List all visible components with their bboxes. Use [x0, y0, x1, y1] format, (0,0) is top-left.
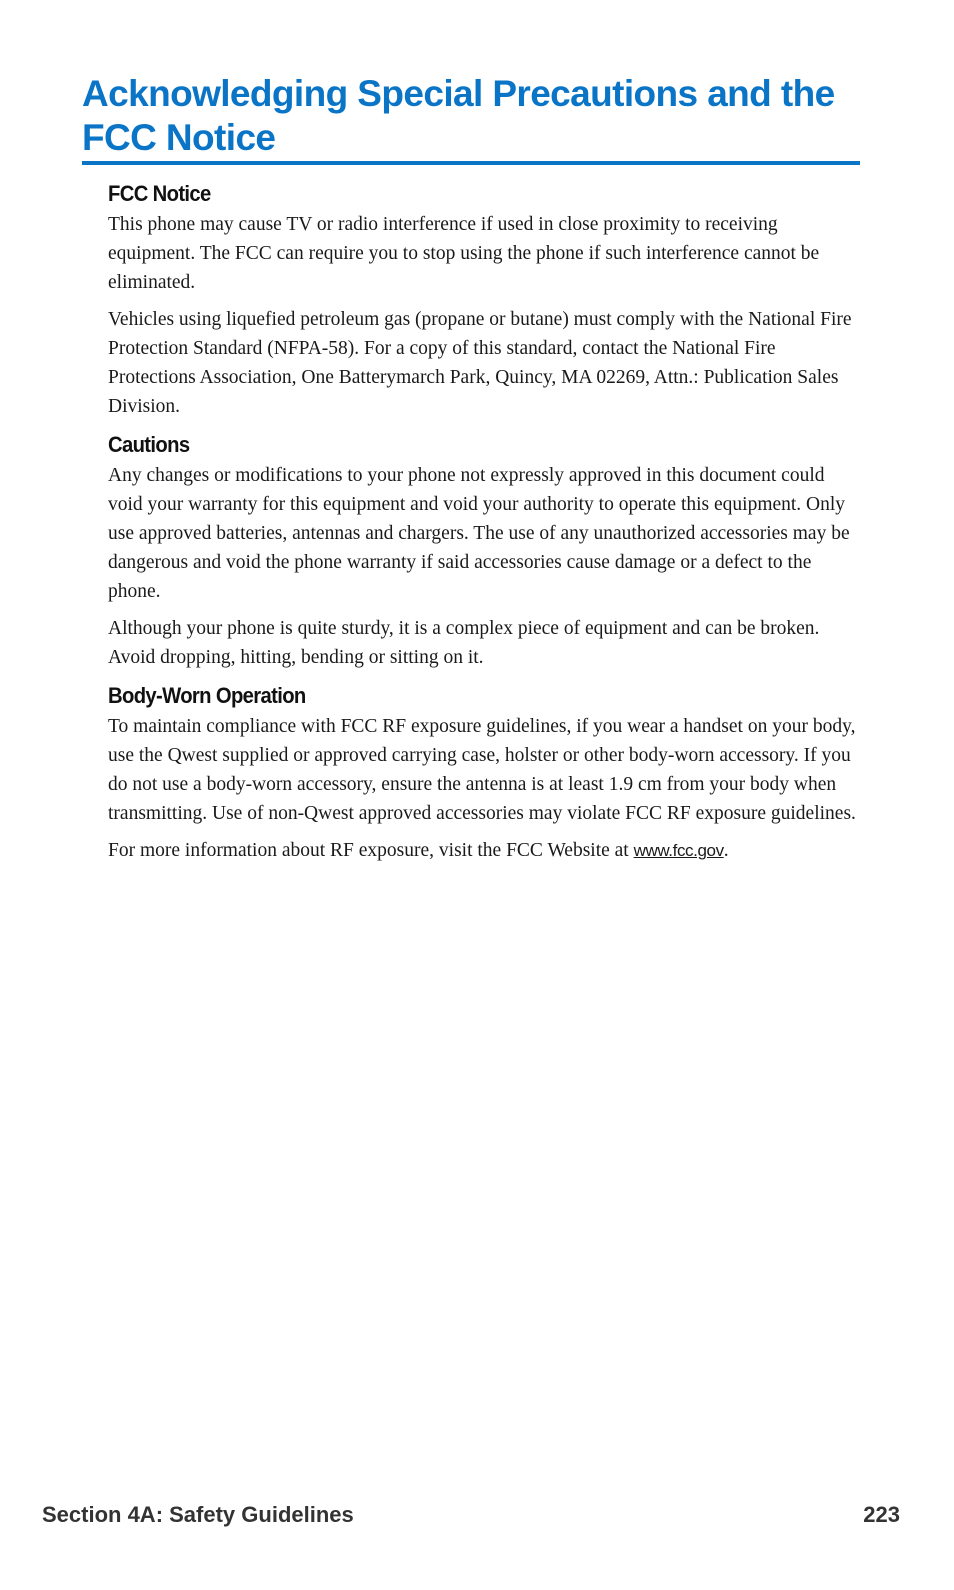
rf-info-prefix: For more information about RF exposure, visit the FCC Website at — [108, 840, 634, 861]
page-footer — [42, 1502, 900, 1528]
rf-info-suffix: . — [723, 840, 729, 861]
title-rule — [82, 161, 860, 165]
rf-info-paragraph — [108, 836, 860, 865]
section-heading-fcc-notice: FCC Notice — [108, 181, 211, 206]
main-content — [108, 178, 860, 873]
paragraph: Any changes or modifications to your phone not expressly approved in this document could void your warranty for this equipment and void your authority to operate this equipment. Only use approved batteries, antennas and chargers. The use of any unauthorized accessories may be dangerous and void the phone warranty if said accessories cause damage or a defect to the phone. — [108, 465, 850, 602]
paragraph: Vehicles using liquefied petroleum gas (propane or butane) must comply with the National Fire Protection Standard (NFPA-58). For a copy of this standard, contact the National Fire Protections Association, One Batterymarch Park, Quincy, MA 02269, Attn.: Publication Sales Division. — [108, 309, 852, 417]
paragraph: To maintain compliance with FCC RF exposure guidelines, if you wear a handset on your body, use the Qwest supplied or approved carrying case, holster or other body-worn accessory. If you do not use a body-worn accessory, ensure the antenna is at least 1.9 cm from your body when transmitting. Use of non-Qwest approved accessories may violate FCC RF exposure guidelines. — [108, 716, 856, 824]
fcc-website-link[interactable]: www.fcc.gov — [633, 841, 724, 860]
section-heading-body-worn-operation: Body-Worn Operation — [108, 683, 306, 708]
footer-section-label: Section 4A: Safety Guidelines — [42, 1502, 354, 1527]
page-title: Acknowledging Special Precautions and the FCC Notice — [82, 73, 835, 158]
page-number: 223 — [863, 1502, 900, 1527]
paragraph: This phone may cause TV or radio interference if used in close proximity to receiving equipment. The FCC can require you to stop using the phone if such interference cannot be eliminated. — [108, 214, 820, 293]
section-heading-cautions: Cautions — [108, 432, 190, 457]
paragraph: Although your phone is quite sturdy, it is a complex piece of equipment and can be broken. Avoid dropping, hitting, bending or sitting on it. — [108, 618, 820, 668]
